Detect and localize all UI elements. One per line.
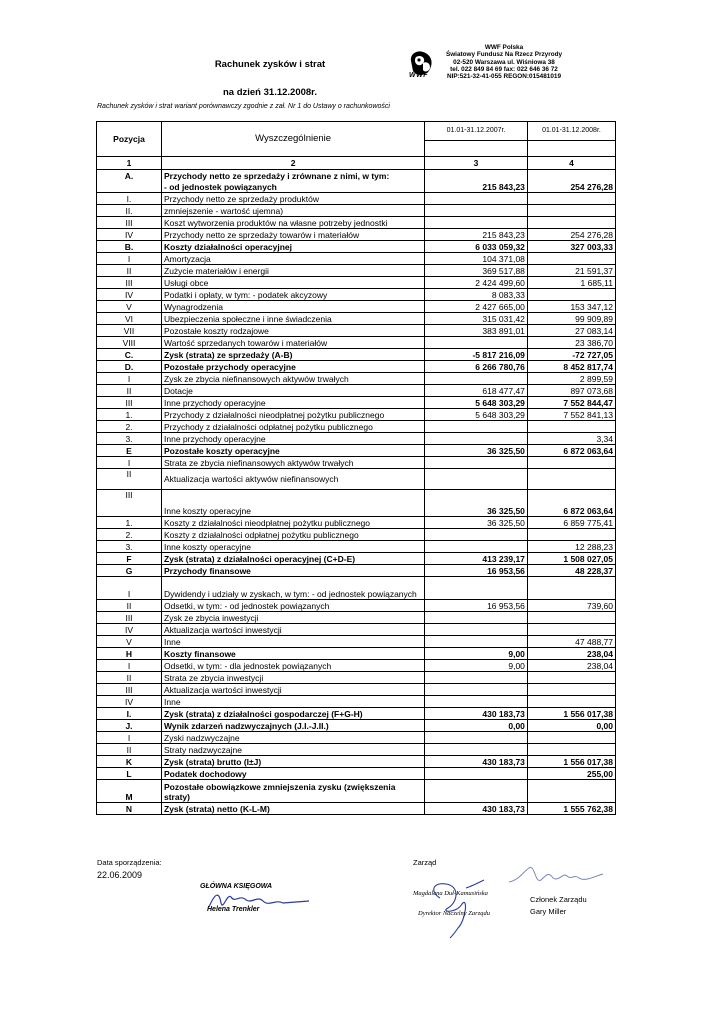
row-position: J. bbox=[97, 720, 162, 732]
table-row bbox=[97, 696, 616, 708]
row-value-2008: 23 386,70 bbox=[527, 337, 615, 349]
row-description: Inne koszty operacyjne bbox=[162, 490, 425, 517]
row-description: Inne bbox=[162, 636, 425, 648]
row-position: I bbox=[97, 457, 162, 469]
header-wyszczegolnienie: Wyszczególnienie bbox=[162, 122, 425, 157]
table-row bbox=[97, 421, 616, 433]
row-position: B. bbox=[97, 241, 162, 253]
table-row bbox=[97, 565, 616, 577]
row-value-2008: 6 872 063,64 bbox=[527, 445, 615, 457]
row-value-2007: 0,00 bbox=[425, 720, 528, 732]
table-row bbox=[97, 720, 616, 732]
org-address bbox=[438, 44, 570, 80]
wwf-wordmark: WWF bbox=[409, 72, 428, 79]
table-row bbox=[97, 313, 616, 325]
row-description: Aktualizacja wartości inwestycji bbox=[162, 684, 425, 696]
table-row bbox=[97, 600, 616, 612]
date-value: 22.06.2009 bbox=[97, 870, 143, 880]
row-description: Przychody netto ze sprzedaży produktów bbox=[162, 193, 425, 205]
row-description: Koszt wytworzenia produktów na własne potrzeby jednostki bbox=[162, 217, 425, 229]
row-position bbox=[97, 181, 162, 193]
header-period-2008: 01.01-31.12.2008r. bbox=[527, 122, 615, 141]
row-value-2008: 48 228,37 bbox=[527, 565, 615, 577]
row-position: H bbox=[97, 648, 162, 660]
row-description: Podatki i opłaty, w tym: - podatek akcyzowy bbox=[162, 289, 425, 301]
table-row bbox=[97, 253, 616, 265]
row-value-2007 bbox=[425, 624, 528, 636]
table-row bbox=[97, 469, 616, 490]
board-label: Zarząd bbox=[413, 858, 437, 867]
table-row bbox=[97, 517, 616, 529]
row-position: I bbox=[97, 373, 162, 385]
row-description: Zyski nadzwyczajne bbox=[162, 732, 425, 744]
row-description: Zysk ze zbycia niefinansowych aktywów trwałych bbox=[162, 373, 425, 385]
row-position: 3. bbox=[97, 433, 162, 445]
row-value-2008: 2 899,59 bbox=[527, 373, 615, 385]
row-value-2008: 7 552 844,47 bbox=[527, 397, 615, 409]
row-value-2008: 238,04 bbox=[527, 660, 615, 672]
row-value-2007 bbox=[425, 337, 528, 349]
table-row bbox=[97, 768, 616, 780]
row-value-2007: 413 239,17 bbox=[425, 553, 528, 565]
row-value-2007 bbox=[425, 529, 528, 541]
row-position: 1. bbox=[97, 409, 162, 421]
row-value-2008: 1 556 017,38 bbox=[527, 708, 615, 720]
row-value-2008: 6 859 775,41 bbox=[527, 517, 615, 529]
table-row bbox=[97, 277, 616, 289]
row-description: Zysk ze zbycia inwestycji bbox=[162, 612, 425, 624]
row-value-2007: 9,00 bbox=[425, 648, 528, 660]
column-number-row bbox=[97, 157, 616, 170]
row-position: II bbox=[97, 744, 162, 756]
row-value-2007 bbox=[425, 744, 528, 756]
row-description: Pozostałe obowiązkowe zmniejszenia zysku (zwiększenia straty) bbox=[162, 780, 425, 803]
row-value-2007: 36 325,50 bbox=[425, 517, 528, 529]
table-row bbox=[97, 684, 616, 696]
row-position: C. bbox=[97, 349, 162, 361]
table-row bbox=[97, 325, 616, 337]
row-position: I bbox=[97, 253, 162, 265]
row-position: 3. bbox=[97, 541, 162, 553]
table-row bbox=[97, 433, 616, 445]
table-row bbox=[97, 361, 616, 373]
table-row bbox=[97, 445, 616, 457]
row-value-2007: 16 953,56 bbox=[425, 565, 528, 577]
table-row bbox=[97, 624, 616, 636]
header-pozycja: Pozycja bbox=[97, 122, 162, 157]
row-value-2007: 618 477,47 bbox=[425, 385, 528, 397]
row-description: Inne bbox=[162, 696, 425, 708]
row-description: Koszty z działalności nieodpłatnej pożytku publicznego bbox=[162, 517, 425, 529]
header-period-2007: 01.01-31.12.2007r. bbox=[425, 122, 528, 141]
row-position: II. bbox=[97, 205, 162, 217]
org-name: WWF Polska bbox=[484, 44, 524, 51]
table-row bbox=[97, 732, 616, 744]
row-position: I bbox=[97, 732, 162, 744]
row-description: Zysk (strata) netto (K-L-M) bbox=[162, 803, 425, 815]
row-description: Pozostałe koszty operacyjne bbox=[162, 445, 425, 457]
row-value-2007 bbox=[425, 193, 528, 205]
document-title: Rachunek zysków i strat bbox=[214, 59, 326, 70]
row-value-2007: 8 083,33 bbox=[425, 289, 528, 301]
row-description: Dotacje bbox=[162, 385, 425, 397]
row-value-2007: 383 891,01 bbox=[425, 325, 528, 337]
row-value-2007: 369 517,88 bbox=[425, 265, 528, 277]
row-position: III bbox=[97, 490, 162, 517]
row-value-2007: 104 371,08 bbox=[425, 253, 528, 265]
row-description: Inne koszty operacyjne bbox=[162, 541, 425, 553]
row-position: III bbox=[97, 684, 162, 696]
row-value-2008 bbox=[527, 744, 615, 756]
table-row bbox=[97, 385, 616, 397]
row-value-2007 bbox=[425, 170, 528, 182]
row-value-2007: 36 325,50 bbox=[425, 445, 528, 457]
row-position: V bbox=[97, 636, 162, 648]
row-description: Pozostałe przychody operacyjne bbox=[162, 361, 425, 373]
row-value-2008 bbox=[527, 170, 615, 182]
colnum-1: 1 bbox=[97, 157, 162, 170]
row-description: Odsetki, w tym: - dla jednostek powiązanych bbox=[162, 660, 425, 672]
row-description: Inne przychody operacyjne bbox=[162, 397, 425, 409]
row-value-2007: 36 325,50 bbox=[425, 490, 528, 517]
org-ids: NIP:521-32-41-055 REGON:015481019 bbox=[446, 73, 562, 81]
row-value-2007 bbox=[425, 732, 528, 744]
row-description: Strata ze zbycia niefinansowych aktywów trwałych bbox=[162, 457, 425, 469]
table-row bbox=[97, 217, 616, 229]
row-value-2008 bbox=[527, 624, 615, 636]
row-value-2007: 6 266 780,76 bbox=[425, 361, 528, 373]
row-value-2008: 327 003,33 bbox=[527, 241, 615, 253]
row-value-2007: 2 424 499,60 bbox=[425, 277, 528, 289]
row-value-2008 bbox=[527, 780, 615, 803]
row-description: Koszty finansowe bbox=[162, 648, 425, 660]
row-position: I bbox=[97, 577, 162, 600]
row-value-2008 bbox=[527, 696, 615, 708]
accountant-title: GŁÓWNA KSIĘGOWA bbox=[200, 883, 273, 890]
date-label: Data sporządzenia: bbox=[97, 858, 162, 867]
row-value-2008: 47 488,77 bbox=[527, 636, 615, 648]
table-row bbox=[97, 337, 616, 349]
table-row bbox=[97, 301, 616, 313]
table-row bbox=[97, 529, 616, 541]
row-position: II bbox=[97, 265, 162, 277]
director-title: Dyrektor Naczelny Zarządu bbox=[418, 910, 490, 917]
income-statement-table bbox=[96, 121, 616, 815]
row-value-2007 bbox=[425, 217, 528, 229]
row-description: Przychody z działalności nieodpłatnej pożytku publicznego bbox=[162, 409, 425, 421]
row-value-2008: 99 909,89 bbox=[527, 313, 615, 325]
table-row bbox=[97, 409, 616, 421]
table-row bbox=[97, 193, 616, 205]
row-position: N bbox=[97, 803, 162, 815]
row-value-2007 bbox=[425, 684, 528, 696]
accountant-name: Helena Trenkler bbox=[207, 906, 260, 913]
table-row bbox=[97, 241, 616, 253]
row-position: VI bbox=[97, 313, 162, 325]
row-position: M bbox=[97, 780, 162, 803]
table-row bbox=[97, 349, 616, 361]
row-value-2008 bbox=[527, 457, 615, 469]
row-value-2007: 430 183,73 bbox=[425, 756, 528, 768]
row-value-2008 bbox=[527, 672, 615, 684]
row-value-2007 bbox=[425, 469, 528, 490]
table-row bbox=[97, 636, 616, 648]
row-description: Aktualizacja wartości aktywów niefinansowych bbox=[162, 469, 425, 490]
row-value-2008: 254 276,28 bbox=[527, 181, 615, 193]
table-row bbox=[97, 289, 616, 301]
row-value-2007 bbox=[425, 205, 528, 217]
row-position: 2. bbox=[97, 421, 162, 433]
org-street: 02-520 Warszawa ul. Wiśniowa 38 bbox=[453, 58, 555, 66]
row-description: Wynik zdarzeń nadzwyczajnych (J.I.-J.II.) bbox=[162, 720, 425, 732]
row-value-2007 bbox=[425, 433, 528, 445]
table-row bbox=[97, 457, 616, 469]
row-value-2007: 315 031,42 bbox=[425, 313, 528, 325]
table-row bbox=[97, 490, 616, 517]
row-value-2008 bbox=[527, 529, 615, 541]
row-position: D. bbox=[97, 361, 162, 373]
row-description: Przychody z działalności odpłatnej pożytku publicznego bbox=[162, 421, 425, 433]
row-position: I. bbox=[97, 708, 162, 720]
table-row bbox=[97, 553, 616, 565]
row-value-2007 bbox=[425, 696, 528, 708]
member-name: Gary Miller bbox=[530, 907, 567, 916]
row-description: zmniejszenie - wartość ujemna) bbox=[162, 205, 425, 217]
table-row bbox=[97, 672, 616, 684]
row-value-2007 bbox=[425, 612, 528, 624]
colnum-2: 2 bbox=[162, 157, 425, 170]
row-value-2008 bbox=[527, 732, 615, 744]
table-row bbox=[97, 229, 616, 241]
row-value-2008: 1 556 017,38 bbox=[527, 756, 615, 768]
row-value-2007: 5 648 303,29 bbox=[425, 409, 528, 421]
table-row bbox=[97, 612, 616, 624]
table-row bbox=[97, 373, 616, 385]
row-description: Przychody netto ze sprzedaży i zrównane z nimi, w tym: bbox=[162, 170, 425, 182]
table-row bbox=[97, 648, 616, 660]
row-value-2007: 5 648 303,29 bbox=[425, 397, 528, 409]
row-value-2008: 12 288,23 bbox=[527, 541, 615, 553]
row-description: Zysk (strata) z działalności gospodarczej (F+G-H) bbox=[162, 708, 425, 720]
row-value-2008: 7 552 841,13 bbox=[527, 409, 615, 421]
table-row bbox=[97, 780, 616, 803]
row-value-2008: 6 872 063,64 bbox=[527, 490, 615, 517]
row-description: Zysk (strata) z działalności operacyjnej (C+D-E) bbox=[162, 553, 425, 565]
row-value-2007: 215 843,23 bbox=[425, 229, 528, 241]
row-value-2008: -72 727,05 bbox=[527, 349, 615, 361]
row-description: Amortyzacja bbox=[162, 253, 425, 265]
row-value-2007 bbox=[425, 541, 528, 553]
row-position: 1. bbox=[97, 517, 162, 529]
row-position: III bbox=[97, 217, 162, 229]
row-value-2007: 430 183,73 bbox=[425, 803, 528, 815]
row-value-2007: 9,00 bbox=[425, 660, 528, 672]
row-position: II bbox=[97, 672, 162, 684]
row-value-2008: 8 452 817,74 bbox=[527, 361, 615, 373]
row-description: Aktualizacja wartości inwestycji bbox=[162, 624, 425, 636]
row-value-2008 bbox=[527, 421, 615, 433]
row-position: IV bbox=[97, 696, 162, 708]
row-value-2008: 153 347,12 bbox=[527, 301, 615, 313]
row-position: II bbox=[97, 600, 162, 612]
row-value-2008: 3,34 bbox=[527, 433, 615, 445]
row-position: III bbox=[97, 277, 162, 289]
org-phone: tel. 022 849 84 69 fax: 022 646 36 72 bbox=[450, 65, 558, 73]
row-value-2008 bbox=[527, 684, 615, 696]
row-value-2007 bbox=[425, 768, 528, 780]
row-description: - od jednostek powiązanych bbox=[162, 181, 425, 193]
row-description: Pozostałe koszty rodzajowe bbox=[162, 325, 425, 337]
row-value-2008: 0,00 bbox=[527, 720, 615, 732]
director-signature-icon bbox=[410, 868, 520, 940]
wwf-logo-block bbox=[408, 44, 568, 84]
row-description: Inne przychody operacyjne bbox=[162, 433, 425, 445]
document-subtitle: Rachunek zysków i strat wariant porównawczy zgodnie z zał. Nr 1 do Ustawy o rachunkowości bbox=[97, 103, 390, 110]
row-description: Odsetki, w tym: - od jednostek powiązanych bbox=[162, 600, 425, 612]
row-value-2007: 215 843,23 bbox=[425, 181, 528, 193]
row-value-2008: 254 276,28 bbox=[527, 229, 615, 241]
colnum-3: 3 bbox=[425, 157, 528, 170]
row-value-2008: 897 073,68 bbox=[527, 385, 615, 397]
row-description: Zużycie materiałów i energii bbox=[162, 265, 425, 277]
table-header-row bbox=[97, 122, 616, 141]
row-position: E bbox=[97, 445, 162, 457]
row-value-2007: -5 817 216,09 bbox=[425, 349, 528, 361]
table-row bbox=[97, 541, 616, 553]
row-value-2008: 1 508 027,05 bbox=[527, 553, 615, 565]
colnum-4: 4 bbox=[527, 157, 615, 170]
row-description: Ubezpieczenia społeczne i inne świadczenia bbox=[162, 313, 425, 325]
row-value-2008 bbox=[527, 289, 615, 301]
row-value-2008 bbox=[527, 217, 615, 229]
row-position: III bbox=[97, 397, 162, 409]
director-name: Magdalena Duł-Kamusińska bbox=[413, 890, 488, 897]
row-value-2007 bbox=[425, 577, 528, 600]
row-position: IV bbox=[97, 624, 162, 636]
row-value-2007 bbox=[425, 421, 528, 433]
row-description: Zysk (strata) ze sprzedaży (A-B) bbox=[162, 349, 425, 361]
row-description: Przychody finansowe bbox=[162, 565, 425, 577]
row-description: Wartość sprzedanych towarów i materiałów bbox=[162, 337, 425, 349]
row-value-2008: 1 555 762,38 bbox=[527, 803, 615, 815]
row-value-2007 bbox=[425, 457, 528, 469]
table-row bbox=[97, 205, 616, 217]
row-description: Przychody netto ze sprzedaży towarów i materiałów bbox=[162, 229, 425, 241]
row-position: A. bbox=[97, 170, 162, 182]
row-value-2008 bbox=[527, 253, 615, 265]
row-value-2007: 16 953,56 bbox=[425, 600, 528, 612]
row-position: VII bbox=[97, 325, 162, 337]
row-value-2007 bbox=[425, 780, 528, 803]
row-value-2007 bbox=[425, 636, 528, 648]
row-value-2008: 27 083,14 bbox=[527, 325, 615, 337]
table-row bbox=[97, 756, 616, 768]
table-row bbox=[97, 577, 616, 600]
row-position: 2. bbox=[97, 529, 162, 541]
member-title: Członek Zarządu bbox=[530, 895, 587, 904]
document-date: na dzień 31.12.2008r. bbox=[222, 87, 317, 98]
row-position: II bbox=[97, 385, 162, 397]
row-description: Wynagrodzenia bbox=[162, 301, 425, 313]
row-description: Podatek dochodowy bbox=[162, 768, 425, 780]
row-position: III bbox=[97, 612, 162, 624]
row-value-2008: 255,00 bbox=[527, 768, 615, 780]
row-position: G bbox=[97, 565, 162, 577]
row-description: Strata ze zbycia inwestycji bbox=[162, 672, 425, 684]
row-value-2008 bbox=[527, 469, 615, 490]
row-position: F bbox=[97, 553, 162, 565]
row-value-2008: 1 685,11 bbox=[527, 277, 615, 289]
row-value-2008 bbox=[527, 193, 615, 205]
row-position: IV bbox=[97, 229, 162, 241]
row-position: L bbox=[97, 768, 162, 780]
row-value-2008 bbox=[527, 577, 615, 600]
row-value-2007: 6 033 059,32 bbox=[425, 241, 528, 253]
row-description: Koszty z działalności odpłatnej pożytku publicznego bbox=[162, 529, 425, 541]
row-value-2007 bbox=[425, 373, 528, 385]
row-description: Dywidendy i udziały w zyskach, w tym: - od jednostek powiązanych bbox=[162, 577, 425, 600]
row-position: IV bbox=[97, 289, 162, 301]
org-fullname: Światowy Fundusz Na Rzecz Przyrody bbox=[445, 51, 563, 59]
table-row bbox=[97, 265, 616, 277]
table-row bbox=[97, 181, 616, 193]
row-value-2007 bbox=[425, 672, 528, 684]
row-value-2008 bbox=[527, 205, 615, 217]
row-position: K bbox=[97, 756, 162, 768]
row-description: Usługi obce bbox=[162, 277, 425, 289]
row-position: V bbox=[97, 301, 162, 313]
row-value-2008: 238,04 bbox=[527, 648, 615, 660]
table-row bbox=[97, 708, 616, 720]
table-row bbox=[97, 170, 616, 182]
row-description: Koszty działalności operacyjnej bbox=[162, 241, 425, 253]
table-row bbox=[97, 744, 616, 756]
row-value-2007: 430 183,73 bbox=[425, 708, 528, 720]
row-position: I bbox=[97, 660, 162, 672]
row-position: II bbox=[97, 469, 162, 490]
table-row bbox=[97, 803, 616, 815]
row-value-2008 bbox=[527, 612, 615, 624]
row-value-2008: 21 591,37 bbox=[527, 265, 615, 277]
member-signature-icon bbox=[505, 862, 615, 892]
row-description: Zysk (strata) brutto (I±J) bbox=[162, 756, 425, 768]
row-position: VIII bbox=[97, 337, 162, 349]
table-row bbox=[97, 660, 616, 672]
row-value-2008: 739,60 bbox=[527, 600, 615, 612]
row-value-2007: 2 427 665,00 bbox=[425, 301, 528, 313]
row-description: Straty nadzwyczajne bbox=[162, 744, 425, 756]
row-position: I. bbox=[97, 193, 162, 205]
table-row bbox=[97, 397, 616, 409]
